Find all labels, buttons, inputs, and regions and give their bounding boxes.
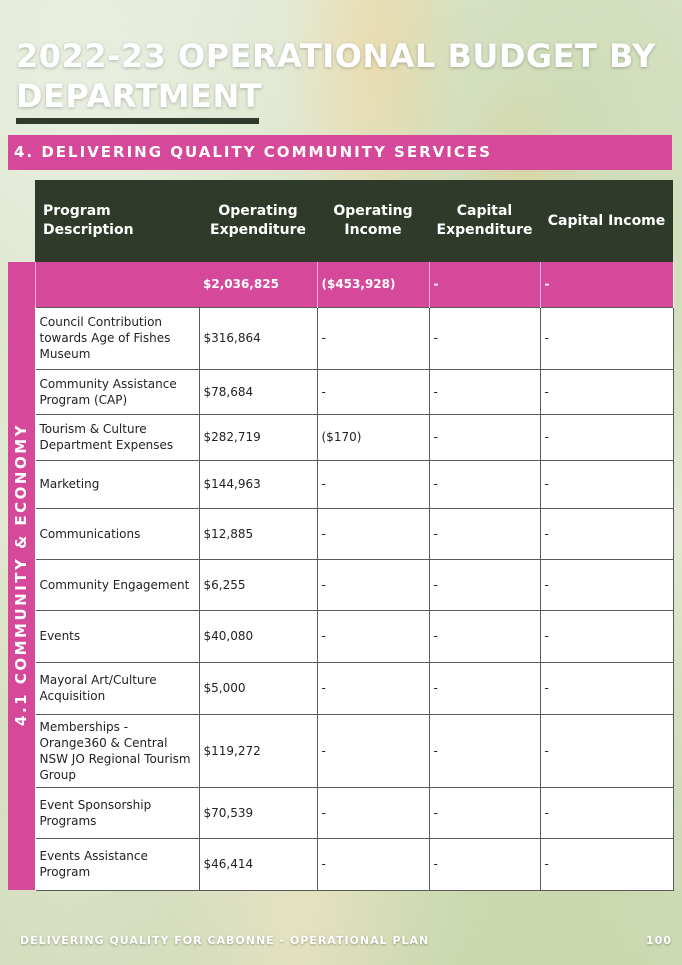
section-banner: 4. DELIVERING QUALITY COMMUNITY SERVICES: [8, 135, 672, 170]
row-capital-income: -: [540, 662, 673, 714]
row-capital-expenditure: -: [429, 460, 540, 508]
row-capital-income: -: [540, 610, 673, 662]
page-number: 100: [646, 934, 672, 947]
row-capital-expenditure: -: [429, 307, 540, 369]
header-capital-income: Capital Income: [540, 180, 673, 262]
row-description: Community Assistance Program (CAP): [35, 369, 199, 414]
row-capital-expenditure: -: [429, 559, 540, 610]
total-capital-income: -: [540, 262, 673, 307]
page-title: 2022-23 OPERATIONAL BUDGET BY DEPARTMENT: [16, 37, 656, 115]
header-blank-cell: [8, 180, 35, 262]
header-capital-expenditure: Capital Expenditure: [429, 180, 540, 262]
row-capital-expenditure: -: [429, 714, 540, 787]
header-operating-expenditure: Operating Expenditure: [199, 180, 317, 262]
table-row: [8, 508, 673, 559]
row-operating-expenditure: $78,684: [199, 369, 317, 414]
row-operating-income: -: [317, 662, 429, 714]
table-row: [8, 369, 673, 414]
header-operating-income: Operating Income: [317, 180, 429, 262]
table-row: [8, 838, 673, 890]
row-description: Tourism & Culture Department Expenses: [35, 414, 199, 460]
table-row: [8, 460, 673, 508]
side-label: 4.1 COMMUNITY & ECONOMY: [12, 423, 31, 726]
row-capital-expenditure: -: [429, 414, 540, 460]
row-operating-income: -: [317, 508, 429, 559]
header-program-description: Program Description: [35, 180, 199, 262]
row-operating-expenditure: $46,414: [199, 838, 317, 890]
row-operating-income: ($170): [317, 414, 429, 460]
row-description: Community Engagement: [35, 559, 199, 610]
row-capital-income: -: [540, 460, 673, 508]
row-operating-expenditure: $316,864: [199, 307, 317, 369]
table-row: [8, 414, 673, 460]
total-row: [8, 262, 673, 307]
row-description: Council Contribution towards Age of Fishes Museum: [35, 307, 199, 369]
row-capital-income: -: [540, 714, 673, 787]
row-description: Mayoral Art/Culture Acquisition: [35, 662, 199, 714]
row-capital-expenditure: -: [429, 787, 540, 838]
row-capital-expenditure: -: [429, 838, 540, 890]
row-capital-expenditure: -: [429, 610, 540, 662]
side-label-cell: [8, 262, 35, 890]
row-description: Memberships - Orange360 & Central NSW JO Regional Tourism Group: [35, 714, 199, 787]
row-operating-income: -: [317, 610, 429, 662]
total-operating-income: ($453,928): [317, 262, 429, 307]
row-capital-income: -: [540, 559, 673, 610]
budget-table-wrapper: [8, 180, 673, 891]
row-capital-income: -: [540, 787, 673, 838]
title-underline: [16, 118, 259, 124]
total-description: [35, 262, 199, 307]
row-operating-income: -: [317, 714, 429, 787]
row-capital-income: -: [540, 307, 673, 369]
row-operating-income: -: [317, 838, 429, 890]
total-capital-expenditure: -: [429, 262, 540, 307]
table-row: [8, 307, 673, 369]
row-capital-income: -: [540, 508, 673, 559]
footer-text: DELIVERING QUALITY FOR CABONNE - OPERATIONAL PLAN: [20, 934, 430, 947]
row-operating-expenditure: $144,963: [199, 460, 317, 508]
row-description: Marketing: [35, 460, 199, 508]
row-operating-income: -: [317, 369, 429, 414]
row-operating-expenditure: $119,272: [199, 714, 317, 787]
row-operating-expenditure: $12,885: [199, 508, 317, 559]
row-description: Events Assistance Program: [35, 838, 199, 890]
total-operating-expenditure: $2,036,825: [199, 262, 317, 307]
table-row: [8, 610, 673, 662]
row-operating-expenditure: $6,255: [199, 559, 317, 610]
row-operating-expenditure: $282,719: [199, 414, 317, 460]
row-capital-expenditure: -: [429, 508, 540, 559]
row-capital-income: -: [540, 369, 673, 414]
row-capital-income: -: [540, 838, 673, 890]
row-operating-expenditure: $5,000: [199, 662, 317, 714]
row-description: Events: [35, 610, 199, 662]
row-description: Event Sponsorship Programs: [35, 787, 199, 838]
row-capital-expenditure: -: [429, 369, 540, 414]
row-operating-income: -: [317, 460, 429, 508]
row-operating-expenditure: $70,539: [199, 787, 317, 838]
table-row: [8, 662, 673, 714]
budget-table: [8, 180, 674, 891]
table-row: [8, 559, 673, 610]
table-row: [8, 787, 673, 838]
row-operating-income: -: [317, 787, 429, 838]
row-description: Communications: [35, 508, 199, 559]
row-operating-income: -: [317, 559, 429, 610]
row-capital-income: -: [540, 414, 673, 460]
row-operating-income: -: [317, 307, 429, 369]
row-capital-expenditure: -: [429, 662, 540, 714]
table-header-row: [8, 180, 673, 262]
row-operating-expenditure: $40,080: [199, 610, 317, 662]
table-row: [8, 714, 673, 787]
